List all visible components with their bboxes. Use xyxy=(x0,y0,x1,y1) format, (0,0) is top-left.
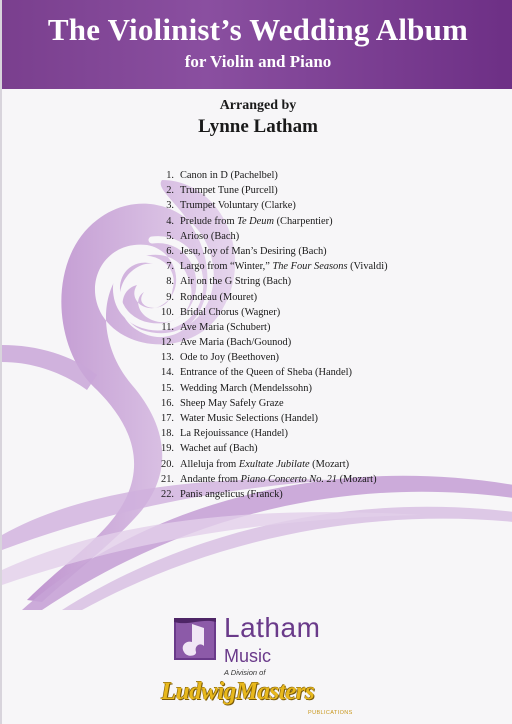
contents-item-number: 4. xyxy=(166,215,174,227)
contents-item xyxy=(152,259,388,274)
contents-item-number: 5. xyxy=(166,230,174,242)
contents-item-title xyxy=(180,198,296,213)
contents-item-title xyxy=(180,290,257,305)
arranger-name: Lynne Latham xyxy=(198,116,318,137)
contents-item-number: 7. xyxy=(166,261,174,273)
contents-item-number: 16. xyxy=(161,397,174,409)
work-title-italic: Piano Concerto No. 21 xyxy=(240,473,337,485)
contents-item-number: 22. xyxy=(161,488,174,500)
work-title-italic: Te Deum xyxy=(237,215,274,227)
contents-item-number: 8. xyxy=(166,276,174,288)
contents-item xyxy=(152,472,388,487)
arranged-by-label: Arranged by xyxy=(219,98,297,113)
contents-item xyxy=(152,320,388,335)
contents-item-number: 9. xyxy=(166,291,174,303)
contents-item-number: 12. xyxy=(161,337,174,349)
contents-text: Andante from xyxy=(180,473,241,485)
contents-item-number: 17. xyxy=(161,413,174,424)
contents-item xyxy=(152,290,388,305)
contents-item-number: 14. xyxy=(161,367,174,379)
contents-item xyxy=(152,335,388,350)
contents-item-number: 18. xyxy=(161,428,174,440)
work-title-italic: Exultate Jubilate xyxy=(238,458,310,470)
publisher-logos xyxy=(2,612,512,724)
contents-item xyxy=(152,487,388,502)
contents-item-number: 15. xyxy=(161,382,174,394)
contents-text: (Mozart) xyxy=(337,473,377,485)
contents-item xyxy=(152,426,388,441)
contents-item-number: 2. xyxy=(166,185,174,197)
contents-list xyxy=(152,168,388,502)
contents-item xyxy=(152,411,388,426)
contents-item-title xyxy=(180,365,352,380)
contents-item-title xyxy=(180,320,270,335)
contents-item xyxy=(152,183,388,198)
contents-text: Sheep May Safely Graze xyxy=(180,397,284,409)
contents-item xyxy=(152,168,388,183)
contents-item-title xyxy=(180,426,288,441)
contents-text: Trumpet Voluntary (Clarke) xyxy=(180,200,296,212)
contents-item-title xyxy=(180,350,279,365)
contents-item-number: 13. xyxy=(161,352,174,364)
contents-item xyxy=(152,396,388,411)
contents-item-number: 1. xyxy=(166,170,174,181)
contents-item xyxy=(152,365,388,380)
contents-text: La Rejouissance (Handel) xyxy=(180,428,288,440)
contents-item-number: 11. xyxy=(161,321,174,333)
contents-item-title xyxy=(180,183,278,198)
contents-text: Ave Maria (Bach/Gounod) xyxy=(180,337,292,349)
contents-text: (Vivaldi) xyxy=(347,261,388,273)
contents-item xyxy=(152,244,388,259)
contents-item-title xyxy=(180,168,278,183)
contents-item-title xyxy=(180,335,291,350)
contents-item-title xyxy=(180,411,318,426)
contents-item xyxy=(152,381,388,396)
contents-item-title xyxy=(180,229,239,244)
contents-text: Wachet auf (Bach) xyxy=(180,443,258,455)
contents-text: Panis angelicus (Franck) xyxy=(180,488,283,500)
contents-item-title xyxy=(180,381,312,396)
contents-text: Air on the G String (Bach) xyxy=(180,276,292,288)
contents-item-number: 10. xyxy=(161,306,174,318)
contents-item-number: 21. xyxy=(161,473,174,485)
contents-item-number: 6. xyxy=(166,245,174,257)
contents-text: Jesu, Joy of Man’s Desiring (Bach) xyxy=(180,245,327,257)
contents-text: Bridal Chorus (Wagner) xyxy=(180,306,281,318)
contents-text: Arioso (Bach) xyxy=(180,230,240,242)
division-label: A Division of xyxy=(224,668,266,677)
contents-item-number: 20. xyxy=(161,458,174,470)
latham-music-logo-mark xyxy=(174,612,218,662)
contents-item-title xyxy=(180,244,327,259)
contents-text: Entrance of the Queen of Sheba (Handel) xyxy=(180,367,352,379)
work-title-italic: The Four Seasons xyxy=(272,261,348,273)
contents-text: Largo from “Winter,” xyxy=(180,261,273,273)
album-subtitle: for Violin and Piano xyxy=(184,52,332,71)
contents-text: Trumpet Tune (Purcell) xyxy=(180,185,278,197)
contents-item-title xyxy=(180,259,388,274)
ludwig-masters-logo: LudwigMasters xyxy=(161,678,315,705)
contents-item-title xyxy=(180,274,291,289)
contents-item-title xyxy=(180,214,333,229)
contents-item xyxy=(152,350,388,365)
contents-item-title xyxy=(180,472,377,487)
contents-item-number: 3. xyxy=(166,200,174,212)
music-wordmark: Music xyxy=(224,646,272,666)
contents-item xyxy=(152,214,388,229)
contents-item-title xyxy=(180,305,280,320)
contents-item xyxy=(152,229,388,244)
contents-item xyxy=(152,441,388,456)
contents-item-title xyxy=(180,457,349,472)
publications-label: PUBLICATIONS xyxy=(308,710,353,716)
contents-text: Canon in D (Pachelbel) xyxy=(180,170,278,181)
contents-text: (Mozart) xyxy=(309,458,350,470)
latham-wordmark: Latham xyxy=(224,612,321,643)
contents-item xyxy=(152,457,388,472)
contents-item xyxy=(152,198,388,213)
contents-text: Alleluja from xyxy=(180,458,239,470)
contents-item-title xyxy=(180,396,284,411)
contents-text: Wedding March (Mendelssohn) xyxy=(180,382,312,394)
contents-text: Ode to Joy (Beethoven) xyxy=(180,352,279,364)
contents-text: Ave Maria (Schubert) xyxy=(180,321,271,333)
contents-item xyxy=(152,274,388,289)
contents-text: Prelude from xyxy=(180,215,238,227)
album-title: The Violinist’s Wedding Album xyxy=(47,12,469,47)
contents-text: Water Music Selections (Handel) xyxy=(180,413,318,424)
contents-text: (Charpentier) xyxy=(274,215,333,227)
contents-item-number: 19. xyxy=(161,443,174,455)
contents-item-title xyxy=(180,441,258,456)
title-band xyxy=(2,0,512,89)
contents-item xyxy=(152,305,388,320)
contents-text: Rondeau (Mouret) xyxy=(180,291,258,303)
contents-item-title xyxy=(180,487,283,502)
